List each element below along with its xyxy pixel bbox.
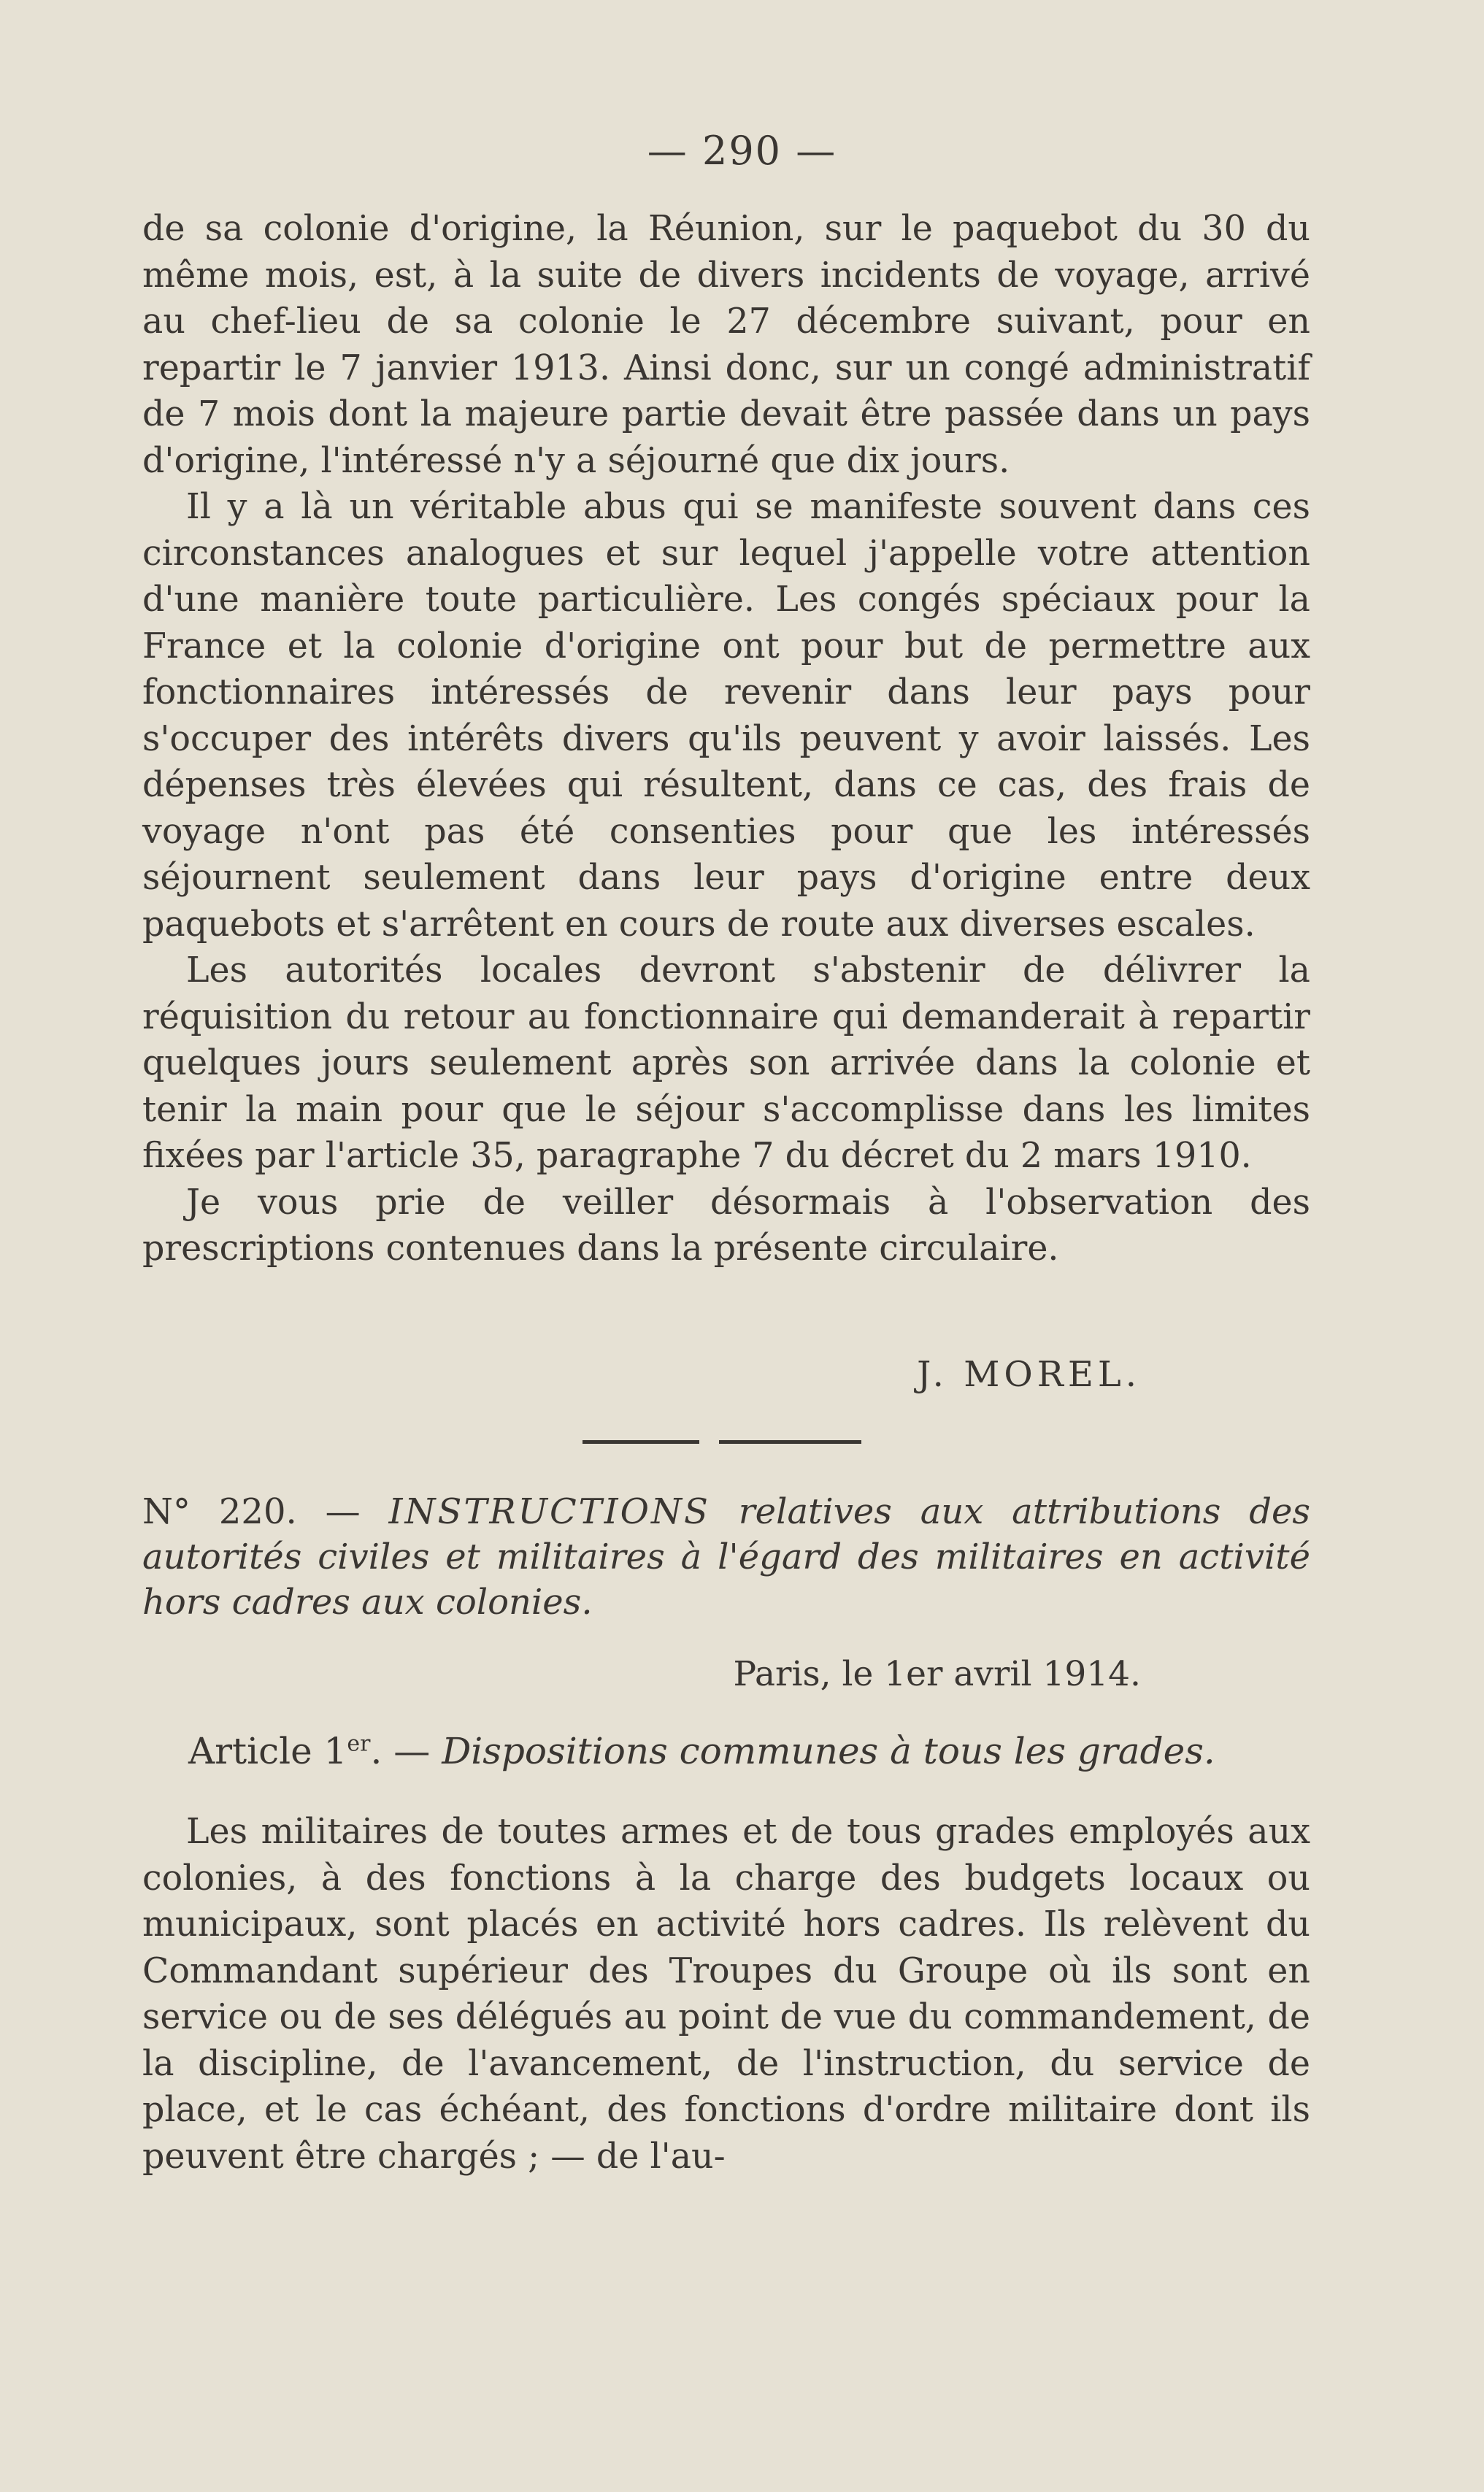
circular-letter-body [142,206,1310,1272]
notice-heading [142,1489,1310,1625]
letter-paragraph-2: Il y a là un véritable abus qui se manifeste souvent dans ces circonstances analogues et sur lequel j'appelle votre attention d'une manière toute particulière. Les congés spéciaux pour la France et la colonie d'origine ont pour but de permettre aux fonctionnaires intéressés de revenir dans leur pays pour s'occuper des intérêts divers qu'ils peuvent y avoir laissés. Les dépenses très élevées qui résultent, dans ce cas, des frais de voyage n'ont pas été consenties pour que les intéressés séjournent seulement dans leur pays d'origine entre deux paquebots et s'arrêtent en cours de route aux diverses escales. [142,487,1310,945]
notice-title: relatives aux attributions des autorités civiles et militaires à l'égard des militaires en activité hors cadres aux colonies. [142,1491,1311,1623]
notice-number: N° 220. [142,1491,297,1532]
article-paragraph-1: Les militaires de toutes armes et de tous grades employés aux colonies, à des fonctions à la charge des budgets locaux ou municipaux, sont placés en activité hors cadres. Ils relèvent du Commandant supérieur des Troupes du Groupe où ils sont en service ou de ses délégués au point de vue du commandement, de la discipline, de l'avancement, de l'instruction, du service de place, et le cas échéant, des fonctions d'ordre militaire dont ils peuvent être chargés ; — de l'au- [142,1812,1310,2177]
article-label: Article 1 [188,1730,347,1772]
section-divider-right [719,1440,861,1444]
dateline: Paris, le 1er avril 1914. [733,1654,1141,1694]
article-label-sup: er [347,1731,371,1757]
article-title: Dispositions communes à tous les grades. [442,1730,1215,1772]
notice-caps-title: INSTRUCTIONS [388,1491,710,1532]
letter-paragraph-4: Je vous prie de veiller désormais à l'observation des prescriptions contenues dans la présente circulaire. [142,1182,1310,1269]
signature: J. MOREL. [917,1354,1141,1395]
article-body [142,1809,1310,2180]
letter-paragraph-1: de sa colonie d'origine, la Réunion, sur le paquebot du 30 du même mois, est, à la suite de divers incidents de voyage, arrivé au chef-lieu de sa colonie le 27 décembre suivant, pour en repartir le 7 janvier 1913. Ainsi donc, sur un congé administratif de 7 mois dont la majeure partie devait être passée dans un pays d'origine, l'intéressé n'y a séjourné que dix jours. [142,209,1310,481]
article-heading [188,1730,1215,1772]
page-number: — 290 — [647,128,837,174]
letter-paragraph-3: Les autorités locales devront s'abstenir de délivrer la réquisition du retour au fonctionnaire qui demanderait à repartir quelques jours seulement après son arrivée dans la colonie et tenir la main pour que le séjour s'accomplisse dans les limites fixées par l'article 35, paragraphe 7 du décret du 2 mars 1910. [142,950,1310,1176]
notice-dash: — [296,1491,389,1532]
section-divider-left [583,1440,699,1444]
article-separator: . — [370,1730,442,1772]
